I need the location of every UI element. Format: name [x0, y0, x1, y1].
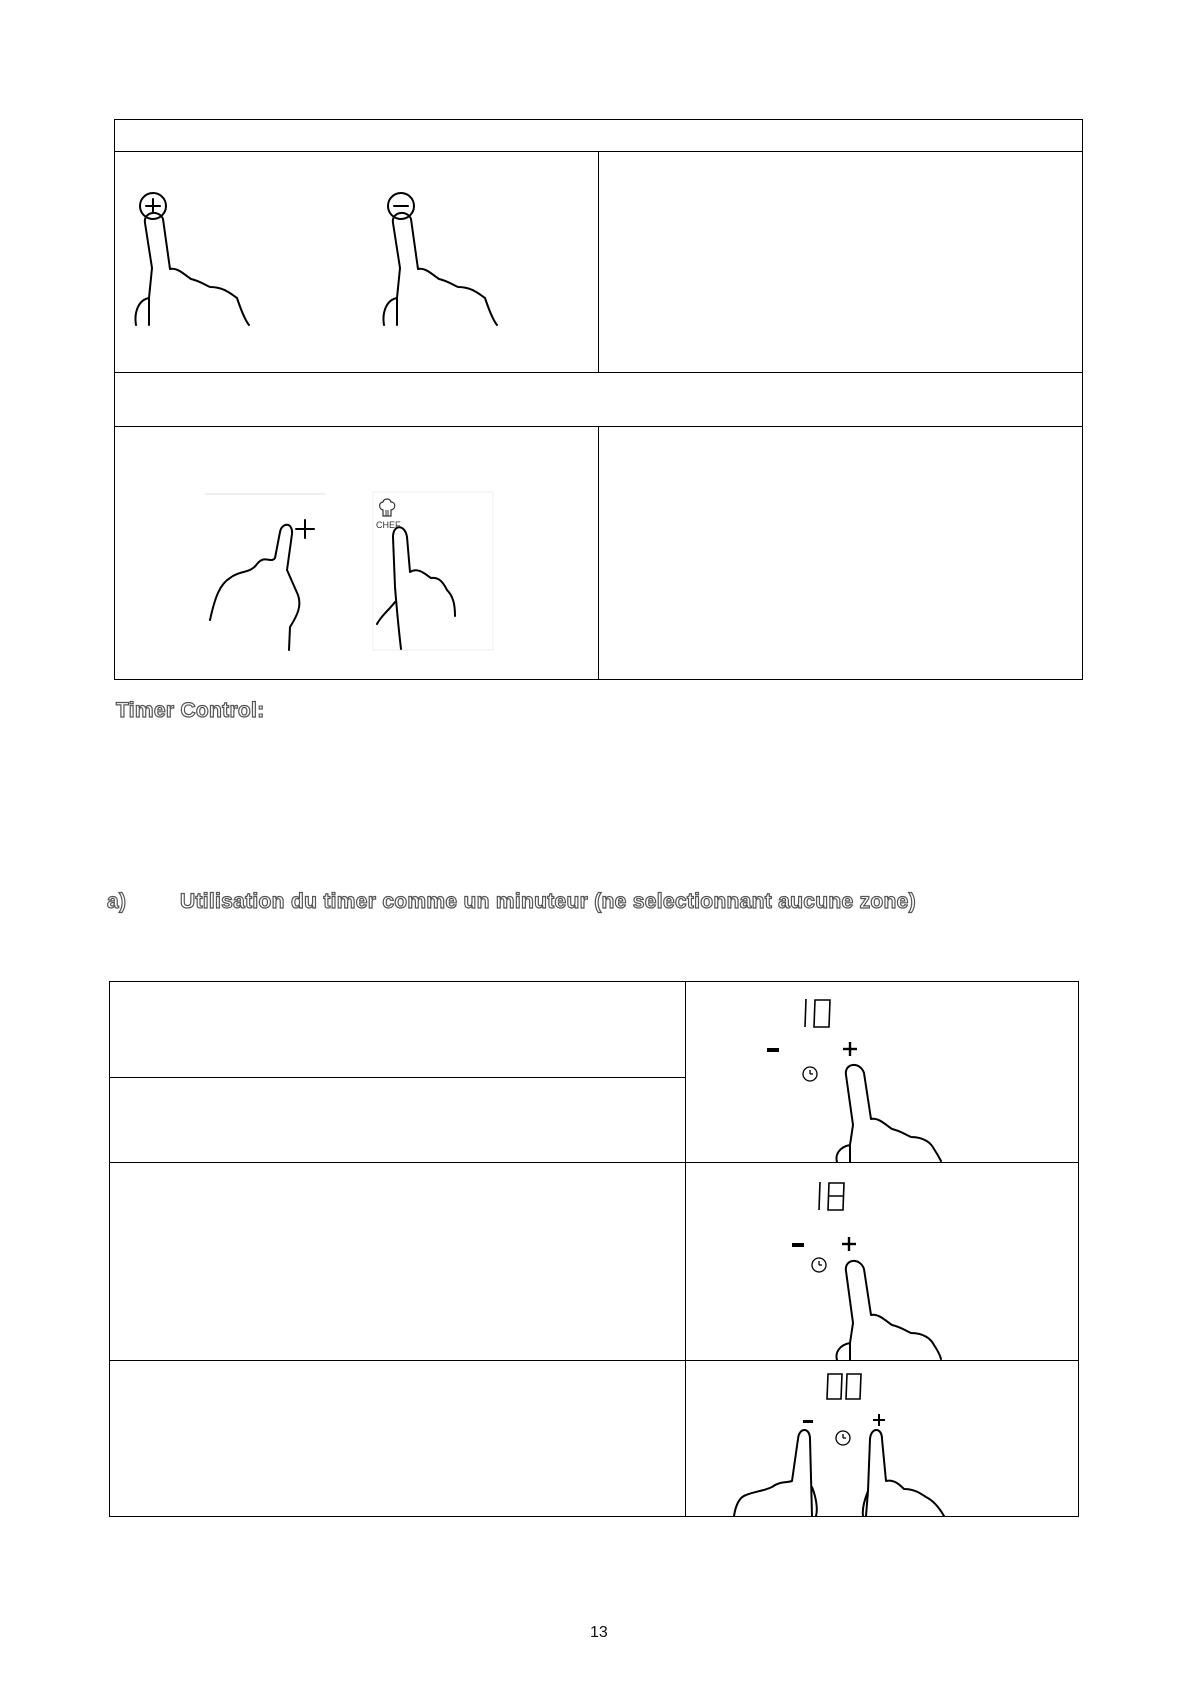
pointing-hand-icon — [826, 1057, 946, 1162]
timer-display-00 — [824, 1371, 864, 1403]
plus-icon — [842, 1041, 858, 1057]
page-number: 13 — [590, 1624, 608, 1641]
minus-icon — [767, 1047, 781, 1053]
timer-illustration-1 — [686, 982, 1078, 1162]
press-plus-boost-illustration — [205, 492, 330, 652]
press-chef-illustration — [373, 492, 498, 652]
pointing-hand-icon — [136, 213, 249, 325]
plus-icon — [296, 520, 314, 538]
clock-icon — [801, 1065, 819, 1083]
timer-illustration-2 — [686, 1163, 1078, 1360]
timer-illustration-3 — [686, 1361, 1078, 1516]
pointing-hand-icon — [210, 525, 299, 650]
timer-display-18 — [812, 1180, 848, 1214]
pointing-hand-icon — [732, 1421, 832, 1516]
subsection-marker: a) — [107, 890, 127, 913]
pointing-hand-icon — [393, 527, 455, 649]
timer-control-heading: Timer Control: — [116, 699, 265, 722]
minus-icon — [792, 1242, 806, 1248]
pointing-hand-icon — [384, 213, 497, 325]
clock-icon — [834, 1429, 852, 1447]
minus-circle-icon — [388, 193, 414, 219]
pointing-hand-icon — [864, 1421, 974, 1516]
subsection-title: Utilisation du timer comme un minuteur (ne selectionnant aucune zone) — [180, 890, 916, 913]
plus-circle-icon — [140, 193, 166, 219]
chef-label: CHEF — [376, 520, 401, 530]
press-plus-illustration — [125, 185, 265, 330]
chef-hat-icon — [380, 499, 395, 516]
plus-icon — [841, 1236, 857, 1252]
pointing-hand-icon — [826, 1253, 946, 1360]
timer-display-10 — [798, 997, 834, 1031]
press-minus-illustration — [373, 185, 513, 330]
